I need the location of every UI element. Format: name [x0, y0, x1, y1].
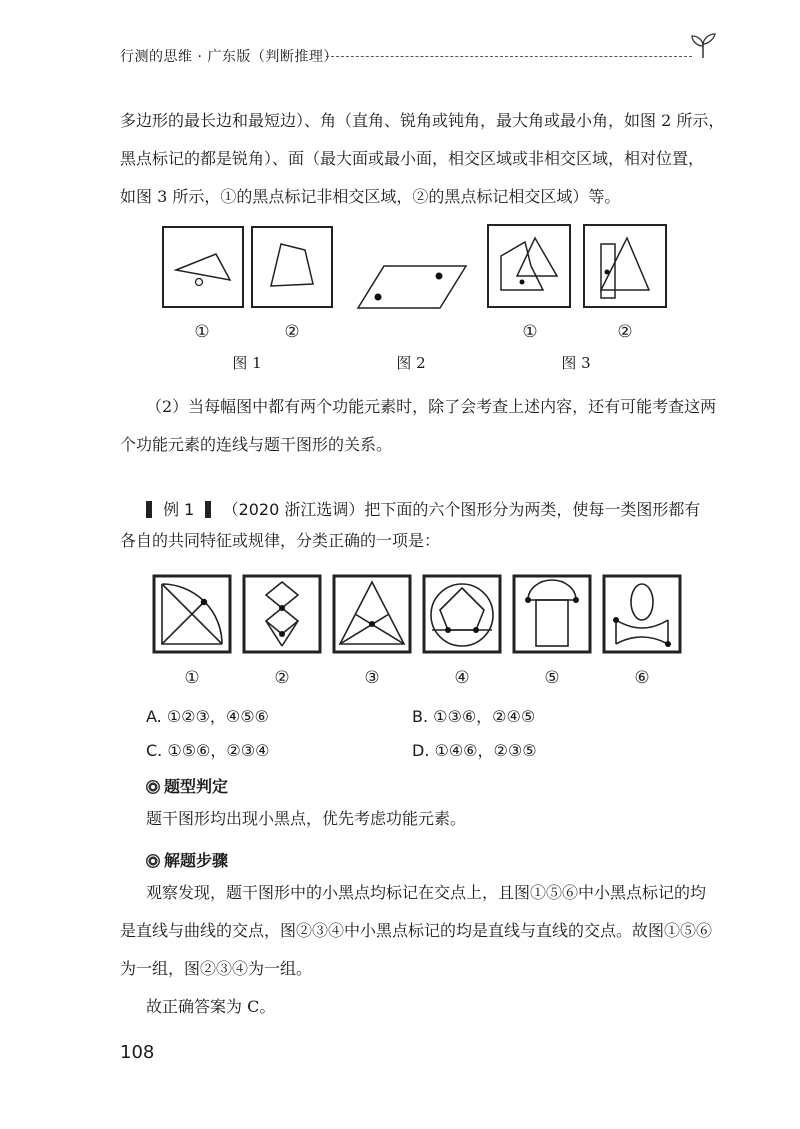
figure-3-2: [583, 224, 667, 308]
solution-section-heading: [146, 848, 228, 871]
type-section-heading: [146, 774, 228, 797]
type-section-title: 题型判定: [164, 777, 229, 796]
note-line-1: （2）当每幅图中都有两个功能元素时，除了会考查上述内容，还有可能考查这两: [146, 397, 717, 416]
example-marker-left: [146, 501, 152, 518]
figure-1-1: [162, 226, 244, 308]
note-line-2: 个功能元素的连线与题干图形的关系。: [120, 435, 393, 454]
example-marker-right: [205, 501, 211, 518]
solution-answer: 故正确答案为 C。: [146, 997, 276, 1016]
example-figure-label-4: ④: [454, 668, 470, 688]
example-tag: 例 1: [163, 500, 195, 519]
sprout-icon: [688, 30, 718, 60]
example-line-2: 各自的共同特征或规律，分类正确的一项是：: [120, 531, 441, 550]
figure-3-caption: 图 3: [561, 354, 591, 372]
example-figure-label-6: ⑥: [634, 668, 650, 688]
running-header: 行测的思维 · 广东版（判断推理）: [120, 49, 338, 65]
option-a: A. ①②③，④⑤⑥: [146, 707, 269, 726]
page-number: 108: [120, 1042, 155, 1063]
figure-3-label-2: ②: [617, 322, 633, 342]
figure-1-2: [251, 226, 333, 308]
example-figure-1: [152, 574, 232, 654]
example-figure-label-5: ⑤: [544, 668, 560, 688]
example-figure-3: [332, 574, 412, 654]
header-rule: [326, 56, 692, 57]
figure-2: [356, 264, 468, 310]
example-figure-6: [602, 574, 682, 654]
solution-line-3: 为一组，图②③④为一组。: [120, 959, 313, 978]
solution-line-2: 是直线与曲线的交点，图②③④中小黑点标记的均是直线与直线的交点。故图①⑤⑥: [120, 921, 713, 940]
example-figure-label-3: ③: [364, 668, 380, 688]
figure-3-label-1: ①: [522, 322, 538, 342]
figure-3-1: [487, 224, 571, 308]
option-c: C. ①⑤⑥，②③④: [146, 741, 270, 760]
example-line-1: （2020 浙江选调）把下面的六个图形分为两类，使每一类图形都有: [222, 500, 701, 519]
example-figure-label-1: ①: [184, 668, 200, 688]
solution-line-1: 观察发现，题干图形中的小黑点均标记在交点上，且图①⑤⑥中小黑点标记的均: [146, 883, 707, 902]
figure-1-caption: 图 1: [232, 354, 262, 372]
example-figure-4: [422, 574, 502, 654]
solution-section-title: 解题步骤: [164, 851, 229, 870]
intro-line-1: 多边形的最长边和最短边）、角（直角、锐角或钝角，最大角或最小角，如图 2 所示，: [120, 111, 725, 130]
figure-1-label-2: ②: [284, 322, 300, 342]
intro-line-2: 黑点标记的都是锐角）、面（最大面或最小面，相交区域或非相交区域，相对位置，: [120, 149, 705, 168]
type-section-text: 题干图形均出现小黑点，优先考虑功能元素。: [146, 809, 467, 828]
option-b: B. ①③⑥，②④⑤: [412, 707, 536, 726]
example-figure-2: [242, 574, 322, 654]
example-heading: [146, 497, 700, 520]
figure-2-caption: 图 2: [396, 354, 426, 372]
example-figure-label-2: ②: [274, 668, 290, 688]
gear-bullet-icon: [146, 780, 160, 794]
intro-line-3: 如图 3 所示，①的黑点标记非相交区域，②的黑点标记相交区域）等。: [120, 187, 621, 206]
figure-1-label-1: ①: [194, 322, 210, 342]
example-figure-5: [512, 574, 592, 654]
gear-bullet-icon: [146, 854, 160, 868]
option-d: D. ①④⑥，②③⑤: [412, 741, 537, 760]
